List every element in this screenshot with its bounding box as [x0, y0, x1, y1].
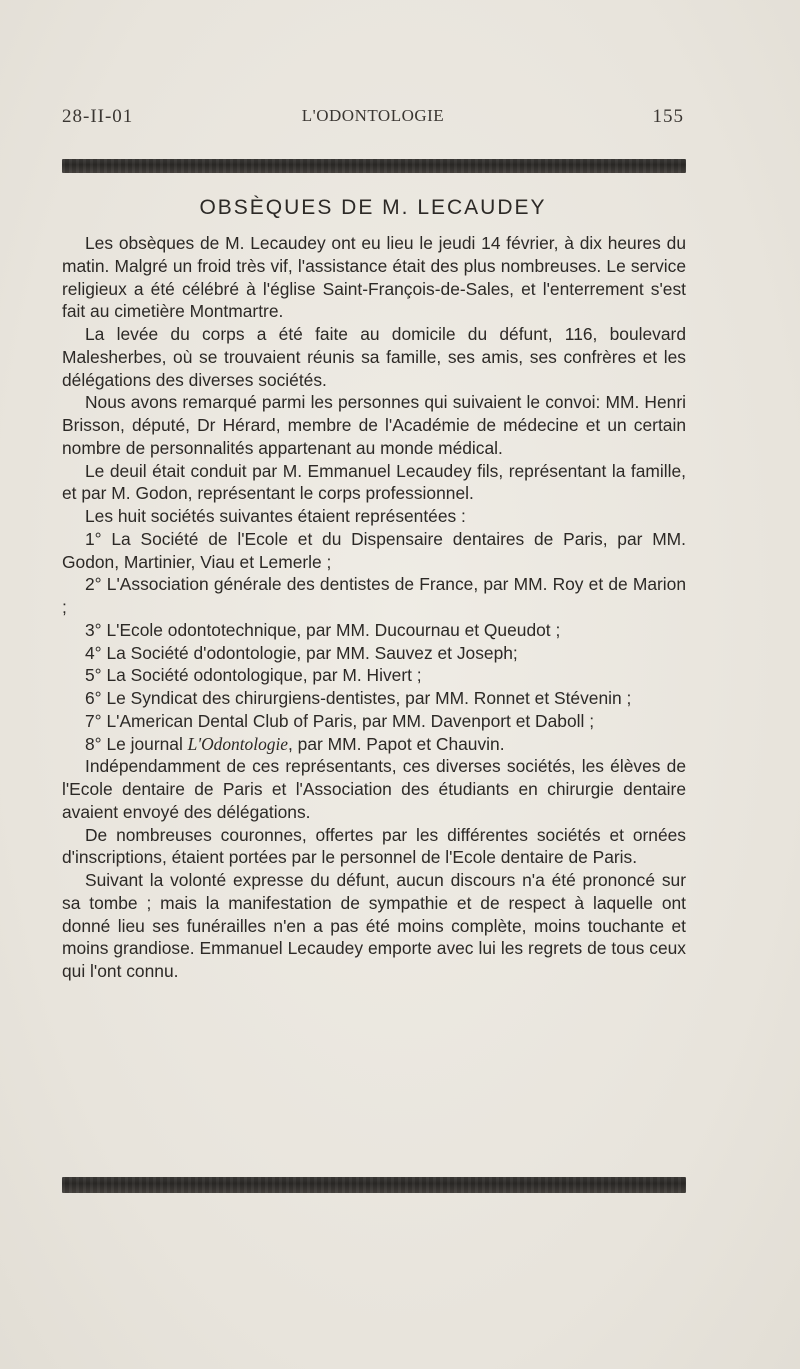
paragraph: Suivant la volonté expresse du défunt, aucun discours n'a été prononcé sur sa tombe ; mais la manifestation de sympathie et de respect à laquelle ont donné lieu ses funérailles n'en a pas été moins complète, moins touchante et moins grandiose. Emmanuel Lecaudey emporte avec lui les regrets de tous ceux qui l'ont connu. — [62, 870, 686, 981]
page-number: 155 — [652, 106, 684, 127]
society-item: 2° L'Association générale des dentistes de France, par MM. Roy et de Marion ; — [62, 574, 686, 617]
issue-date: 28-II-01 — [62, 106, 134, 127]
top-rule — [62, 159, 686, 173]
society-item: 4° La Société d'odontologie, par MM. Sauvez et Joseph; — [85, 642, 518, 663]
society-item — [62, 733, 686, 756]
society-item: 1° La Société de l'Ecole et du Dispensaire dentaires de Paris, par MM. Godon, Martinier, Viau et Lemerle ; — [62, 528, 686, 572]
article-body — [62, 232, 686, 983]
paragraph: Les obsèques de M. Lecaudey ont eu lieu le jeudi 14 février, à dix heures du matin. Malgré un froid très vif, l'assistance était des plus nombreuses. Le service religieux a été célébré à l'église Saint-François-de-Sales, et l'enterrement s'est fait au cimetière Montmartre. — [62, 233, 686, 322]
society-8-suffix: , par MM. Papot et Chauvin. — [288, 733, 505, 754]
society-item: 7° L'American Dental Club of Paris, par MM. Davenport et Daboll ; — [85, 710, 595, 731]
society-8-prefix: 8° Le journal — [85, 733, 188, 754]
society-item: 3° L'Ecole odontotechnique, par MM. Ducournau et Queudot ; — [85, 619, 561, 640]
article-title: OBSÈQUES DE M. LECAUDEY — [199, 196, 547, 219]
bottom-rule — [62, 1177, 686, 1193]
journal-name: L'ODONTOLOGIE — [301, 106, 445, 125]
paragraph: Le deuil était conduit par M. Emmanuel Lecaudey fils, représentant la famille, et par M. Godon, représentant le corps professionnel. — [62, 460, 686, 504]
paragraph: Nous avons remarqué parmi les personnes qui suivaient le convoi: MM. Henri Brisson, député, Dr Hérard, membre de l'Académie de médecine et un certain nombre de personnalités appartenant au monde médical. — [62, 392, 686, 458]
paragraph: Indépendamment de ces représentants, ces diverses sociétés, les élèves de l'Ecole dentaire de Paris et l'Association des étudiants en chirurgie dentaire avaient envoyé des délégations. — [62, 756, 686, 822]
society-item: 5° La Société odontologique, par M. Hivert ; — [85, 665, 422, 686]
society-item: 6° Le Syndicat des chirurgiens-dentistes, par MM. Ronnet et Stévenin ; — [85, 688, 632, 708]
paragraph: De nombreuses couronnes, offertes par les différentes sociétés et ornées d'inscriptions, étaient portées par le personnel de l'Ecole dentaire de Paris. — [62, 824, 686, 868]
paragraph: La levée du corps a été faite au domicile du défunt, 116, boulevard Malesherbes, où se trouvaient réunis sa famille, ses amis, ses confrères et les délégations des diverses sociétés. — [62, 324, 686, 390]
journal-title-italic: L'Odontologie — [187, 733, 289, 754]
running-head — [62, 106, 684, 136]
paragraph: Les huit sociétés suivantes étaient représentées : — [85, 506, 466, 526]
